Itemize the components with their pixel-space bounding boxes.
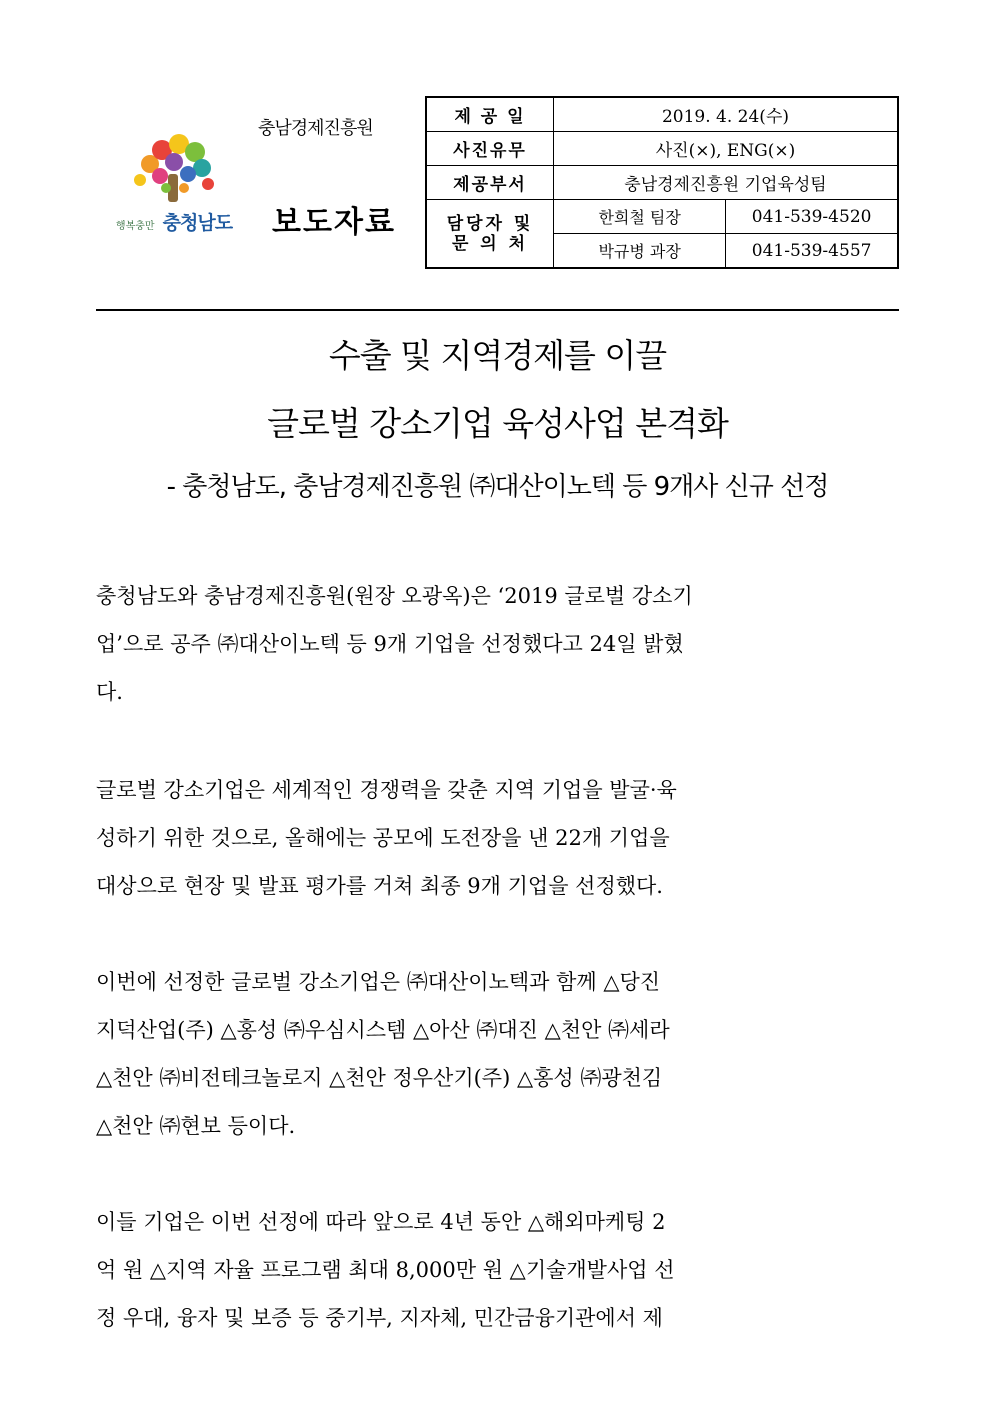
photo-value: 사진(×), ENG(×) <box>554 132 899 166</box>
contact-label <box>426 200 554 269</box>
paragraph-line: 글로벌 강소기업은 세계적인 경쟁력을 갖춘 지역 기업을 발굴·육 <box>96 778 677 802</box>
date-value: 2019. 4. 24(수) <box>554 97 899 132</box>
paragraph-line: 성하기 위한 것으로, 올해에는 공모에 도전장을 낸 22개 기업을 <box>96 826 670 850</box>
paragraph-line: 억 원 △지역 자율 프로그램 최대 8,000만 원 △기술개발사업 선 <box>96 1258 675 1282</box>
paragraph-line: 대상으로 현장 및 발표 평가를 거쳐 최종 9개 기업을 선정했다. <box>96 874 663 898</box>
body-paragraph-3 <box>96 958 896 1150</box>
info-row-date <box>426 97 898 132</box>
body-paragraph-4 <box>96 1198 896 1342</box>
info-row-contact-1 <box>426 200 898 234</box>
chungnam-tree-logo-icon <box>104 128 244 208</box>
info-row-photo <box>426 132 898 166</box>
info-row-dept <box>426 166 898 200</box>
press-info-table <box>425 96 899 269</box>
dept-value: 충남경제진흥원 기업육성팀 <box>554 166 899 200</box>
headline-line-2: 글로벌 강소기업 육성사업 본격화 <box>267 404 728 443</box>
paragraph-line: 업’으로 공주 ㈜대산이노텍 등 9개 기업을 선정했다고 24일 밝혔 <box>96 632 684 656</box>
contact-phone: 041-539-4520 <box>726 200 898 234</box>
doc-type-title: 보도자료 <box>272 205 396 240</box>
paragraph-line: 이번에 선정한 글로벌 강소기업은 ㈜대산이노텍과 함께 △당진 <box>96 970 661 994</box>
chungnam-logo <box>104 128 244 238</box>
paragraph-line: △천안 ㈜현보 등이다. <box>96 1114 296 1138</box>
paragraph-line: 정 우대, 융자 및 보증 등 중기부, 지자체, 민간금융기관에서 제 <box>96 1306 663 1330</box>
paragraph-line: 충청남도와 충남경제진흥원(원장 오광옥)은 ‘2019 글로벌 강소기 <box>96 584 693 608</box>
photo-label: 사진유무 <box>426 132 554 166</box>
contact-label-line2: 문 의 처 <box>451 233 529 254</box>
body-paragraph-1 <box>96 572 896 716</box>
contact-phone: 041-539-4557 <box>726 234 898 269</box>
org-name: 충남경제진흥원 <box>258 118 373 139</box>
contact-name: 한희철 팀장 <box>554 200 726 234</box>
headline-line-1: 수출 및 지역경제를 이끌 <box>328 336 667 375</box>
date-label: 제 공 일 <box>426 97 554 132</box>
contact-label-line1: 담당자 및 <box>446 213 534 234</box>
paragraph-line: 다. <box>96 680 123 704</box>
paragraph-line: 지덕산업(주) △홍성 ㈜우심시스템 △아산 ㈜대진 △천안 ㈜세라 <box>96 1018 670 1042</box>
paragraph-line: 이들 기업은 이번 선정에 따라 앞으로 4년 동안 △해외마케팅 2 <box>96 1210 666 1234</box>
header-divider <box>96 309 899 311</box>
logo-caption-small: 행복충만 <box>115 221 155 232</box>
logo-caption-big: 충청남도 <box>162 212 233 234</box>
contact-name: 박규병 과장 <box>554 234 726 269</box>
body-paragraph-2 <box>96 766 896 910</box>
subheadline: - 충청남도, 충남경제진흥원 ㈜대산이노텍 등 9개사 신규 선정 <box>166 472 829 502</box>
paragraph-line: △천안 ㈜비전테크놀로지 △천안 정우산기(주) △홍성 ㈜광천김 <box>96 1066 663 1090</box>
dept-label: 제공부서 <box>426 166 554 200</box>
